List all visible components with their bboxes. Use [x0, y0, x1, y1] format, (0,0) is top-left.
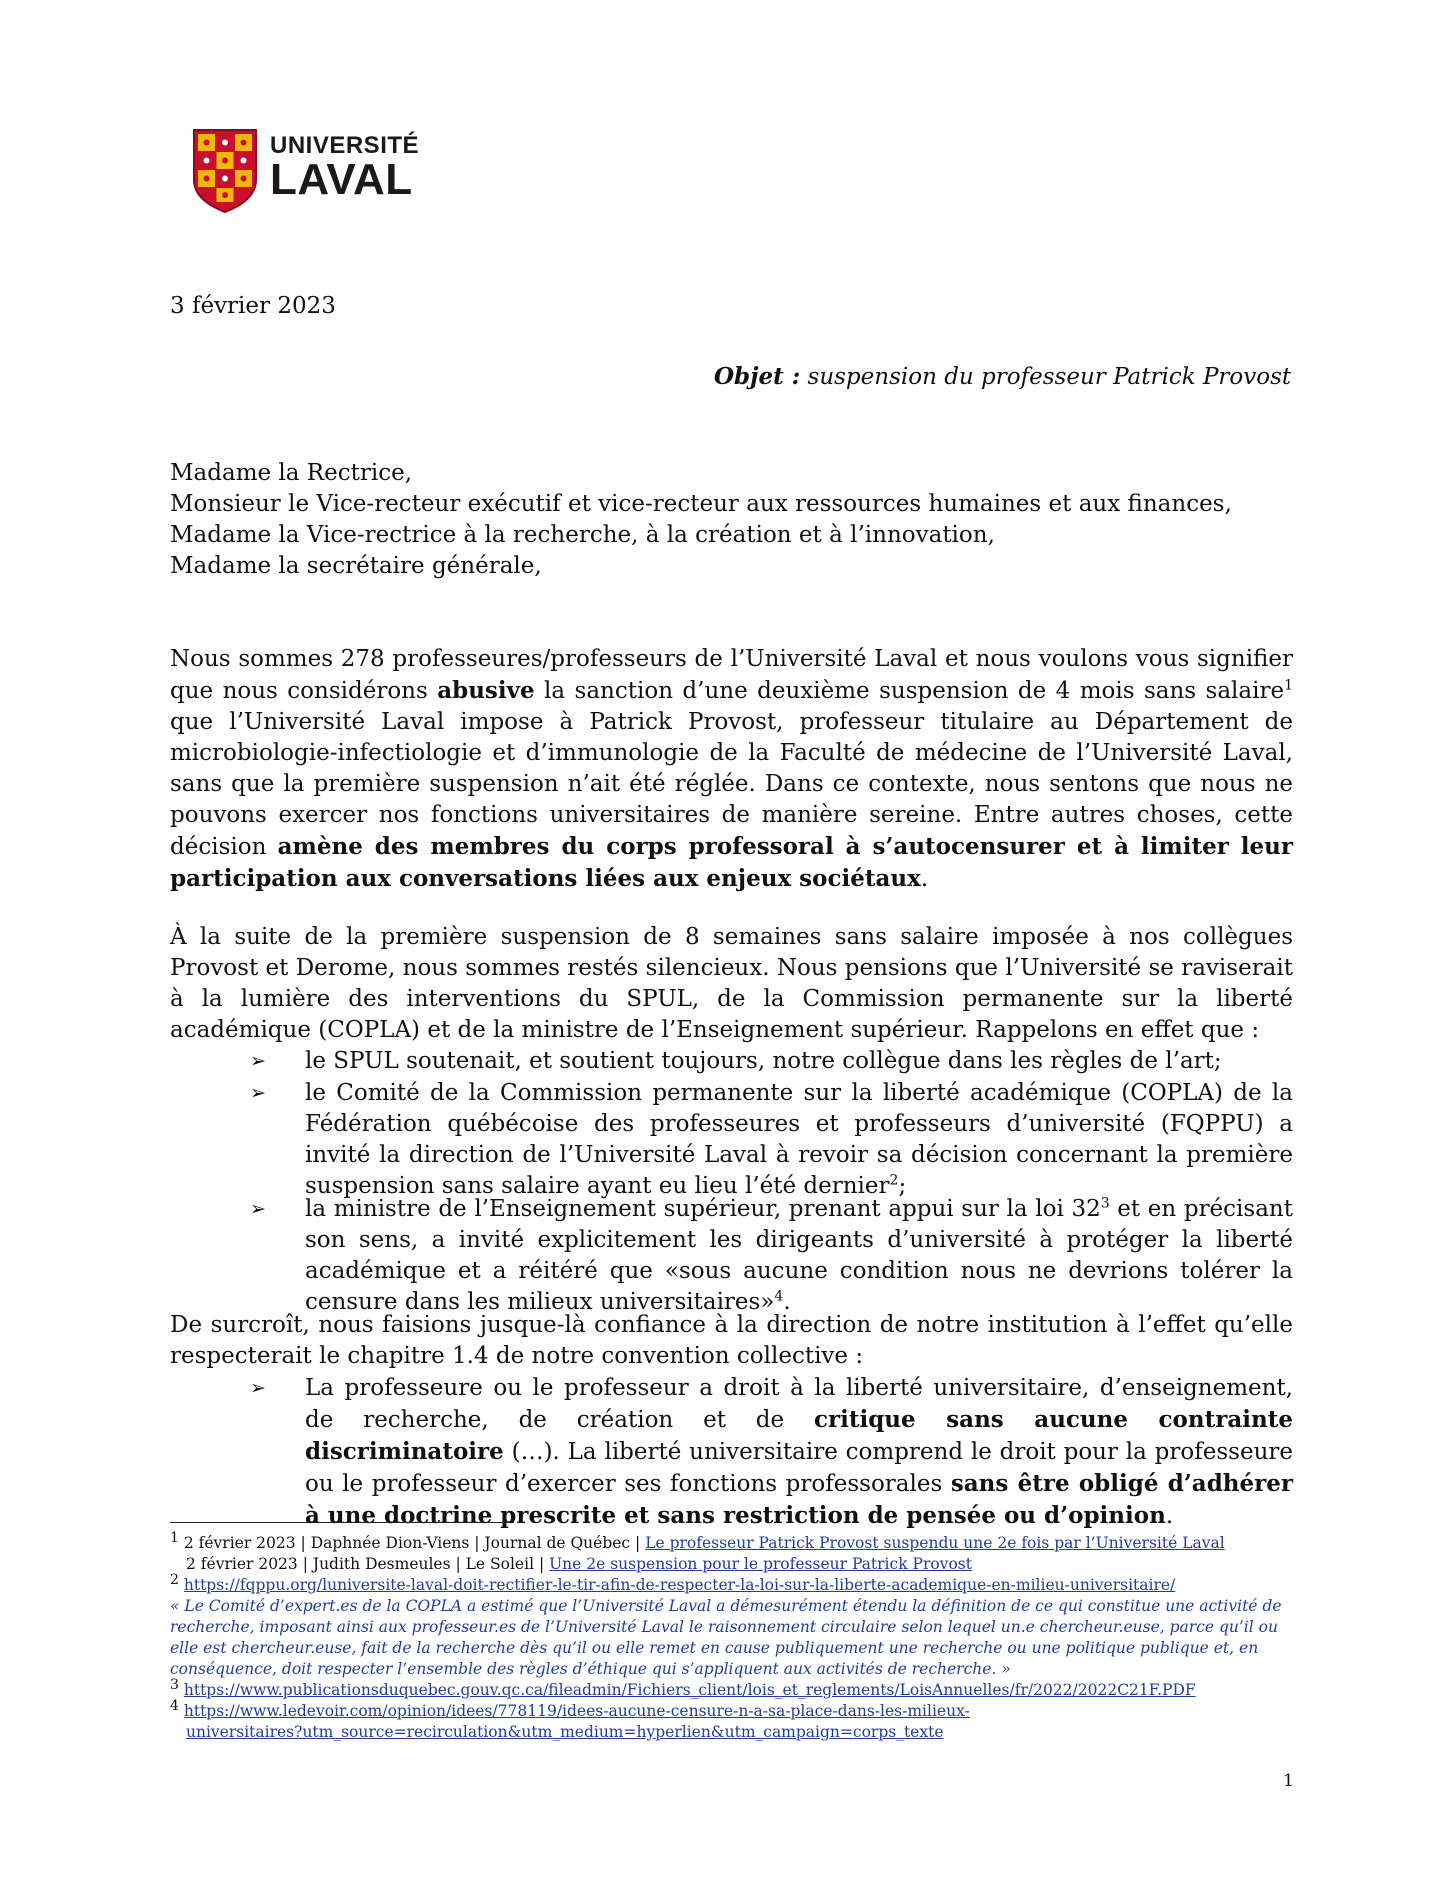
bullet-text-part: La professeure ou le professeur a droit à la liberté universitaire, d’enseignement, de recherche, de création et de	[305, 1375, 1293, 1433]
page-number: 1	[1283, 1771, 1294, 1791]
arrow-bullet-icon: ➢	[250, 1198, 266, 1220]
universite-laval-logo	[192, 128, 420, 214]
bullet-item	[250, 1373, 1293, 1532]
paragraph-2: À la suite de la première suspension de 8 semaines sans salaire imposée à nos collègues Provost et Derome, nous sommes restés silencieux. Nous pensions que l’Université se raviserait à la lumière des interventions du SPUL, de la Commission permanente sur la liberté académique (COPLA) et de la ministre de l’Enseignement supérieur. Rappelons en effet que :	[170, 924, 1293, 1043]
footnote-3	[170, 1676, 1300, 1701]
p1-bold-abusive: abusive	[437, 677, 535, 704]
addressee-line: Madame la secrétaire générale,	[170, 553, 542, 579]
footnote-1b	[170, 1554, 1300, 1575]
letter-date: 3 février 2023	[170, 293, 336, 319]
footnote-ref-2: 2	[889, 1172, 899, 1189]
footnote-2	[170, 1571, 1300, 1596]
bullet-text-part: ;	[898, 1173, 907, 1199]
footnote-4b	[170, 1722, 1300, 1743]
bullet-text-part: (…). La liberté universitaire comprend le droit pour la professeure ou le professeur d’exercer ses fonctions professorales	[305, 1439, 1293, 1497]
bullet-text: le SPUL soutenait, et soutient toujours, notre collègue dans les règles de l’art;	[305, 1048, 1222, 1074]
footnote-link[interactable]: https://fqppu.org/luniversite-laval-doit-rectifier-le-tir-afin-de-respecter-la-loi-sur-la-liberte-academique-en-milieu-universitaire/	[183, 1576, 1176, 1594]
subject-label: Objet :	[714, 363, 801, 390]
footnote-text: 2 février 2023 | Judith Desmeules | Le Soleil |	[186, 1555, 550, 1573]
subject-text: suspension du professeur Patrick Provost	[800, 364, 1292, 390]
footnote-number: 4	[170, 1697, 179, 1714]
bullet-text-part: .	[783, 1289, 791, 1315]
paragraph-3: De surcroît, nous faisions jusque-là confiance à la direction de notre institution à l’effet qu’elle respecterait le chapitre 1.4 de notre convention collective :	[170, 1312, 1293, 1369]
p1-text: .	[920, 866, 929, 892]
p1-text: Nous sommes 278 professeures/professeurs de l’Université Laval et nous voulons vous signifier que nous considérons	[170, 646, 1293, 704]
footnote-link[interactable]: https://www.publicationsduquebec.gouv.qc.ca/fileadmin/Fichiers_client/lois_et_reglements/LoisAnnuelles/fr/2022/2022C21F.PDF	[183, 1681, 1196, 1699]
p1-bold-statement: amène des membres du corps professoral à s’autocensurer et à limiter leur participation aux conversations liées aux enjeux sociétaux	[170, 833, 1293, 892]
bullet-text	[305, 1373, 1293, 1532]
paragraph-1	[170, 644, 1293, 895]
footnote-text: 2 février 2023 | Daphnée Dion-Viens | Journal de Québec |	[178, 1534, 646, 1552]
bullet-item	[250, 1078, 1293, 1202]
footnote-ref-3: 3	[1100, 1195, 1110, 1212]
footnote-link[interactable]: https://www.ledevoir.com/opinion/idees/778119/idees-aucune-censure-n-a-sa-place-dans-les-milieux-	[183, 1702, 970, 1720]
footnote-2-quote: « Le Comité d’expert.es de la COPLA a estimé que l’Université Laval a démesurément étendu la définition de ce qui constitue une activité de recherche, imposant ainsi aux professeur.es de l’Université Laval le raisonnement circulaire selon lequel un.e chercheur.euse, parce qu’il ou elle est chercheur.euse, fait de la recherche dès qu’il ou elle remet en cause publiquement une recherche ou une politique publique et, en conséquence, doit respecter l’ensemble des règles d’éthique qui s’appliquent aux activités de recherche. »	[170, 1597, 1282, 1678]
footnote-1	[170, 1529, 1300, 1554]
addressee-line: Madame la Rectrice,	[170, 460, 413, 486]
p1-text: la sanction d’une deuxième suspension de 4 mois sans salaire	[534, 678, 1285, 704]
addressee-line: Madame la Vice-rectrice à la recherche, à la création et à l’innovation,	[170, 522, 995, 548]
bullet-text	[305, 1078, 1293, 1202]
footnote-ref-4: 4	[774, 1288, 784, 1305]
bullet-text-part: .	[1165, 1503, 1174, 1529]
footnote-4	[170, 1697, 1300, 1722]
footnote-separator	[170, 1522, 514, 1523]
footnote-number: 2	[170, 1571, 179, 1588]
footnote-number: 1	[170, 1529, 179, 1546]
footnotes	[170, 1529, 1300, 1743]
footnote-link[interactable]: Le professeur Patrick Provost suspendu une 2e fois par l’Université Laval	[645, 1534, 1225, 1552]
footnote-link[interactable]: Une 2e suspension pour le professeur Patrick Provost	[549, 1555, 972, 1573]
addressee-line: Monsieur le Vice-recteur exécutif et vice-recteur aux ressources humaines et aux finances,	[170, 491, 1232, 517]
bullet-text-part: le Comité de la Commission permanente sur la liberté académique (COPLA) de la Fédération québécoise des professeures et professeurs d’université (FQPPU) a invité la direction de l’Université Laval à revoir sa décision concernant la première suspension sans salaire ayant eu lieu l’été dernier	[305, 1080, 1293, 1199]
arrow-bullet-icon: ➢	[250, 1377, 266, 1399]
arrow-bullet-icon: ➢	[250, 1082, 266, 1104]
footnote-link[interactable]: universitaires?utm_source=recirculation&utm_medium=hyperlien&utm_campaign=corps_texte	[186, 1723, 944, 1741]
bullet-text	[305, 1194, 1293, 1318]
laval-crest-icon	[192, 128, 258, 214]
footnote-ref-1: 1	[1284, 677, 1293, 694]
letter-subject	[714, 361, 1291, 393]
logo-word-universite: UNIVERSITÉ	[270, 132, 420, 159]
bullet-text-part: la ministre de l’Enseignement supérieur, prenant appui sur la loi 32	[305, 1196, 1101, 1222]
bullet-item	[250, 1046, 1293, 1077]
bullet-text-part: et en précisant son sens, a invité explicitement les dirigeants d’université à protéger la liberté académique et a réitéré que «sous aucune condition nous ne devrions tolérer la censure dans les milieux universitaires»	[305, 1196, 1293, 1315]
arrow-bullet-icon: ➢	[250, 1050, 266, 1072]
addressees-block	[170, 458, 1300, 582]
p1-text: que l’Université Laval impose à Patrick Provost, professeur titulaire au Département de microbiologie-infectiologie et d’immunologie de la Faculté de médecine de l’Université Laval, sans que la première suspension n’ait été réglée. Dans ce contexte, nous sentons que nous ne pouvons exercer nos fonctions universitaires de manière sereine. Entre autres choses, cette décision	[170, 709, 1293, 860]
bullet-item	[250, 1194, 1293, 1318]
bullet-bold-part: sans être obligé d’adhérer à une doctrine prescrite et sans restriction de pensée ou d’opinion	[305, 1470, 1293, 1529]
logo-word-laval: LAVAL	[270, 155, 413, 204]
footnote-number: 3	[170, 1676, 179, 1693]
bullet-bold-part: critique sans aucune contrainte discriminatoire	[305, 1406, 1293, 1465]
